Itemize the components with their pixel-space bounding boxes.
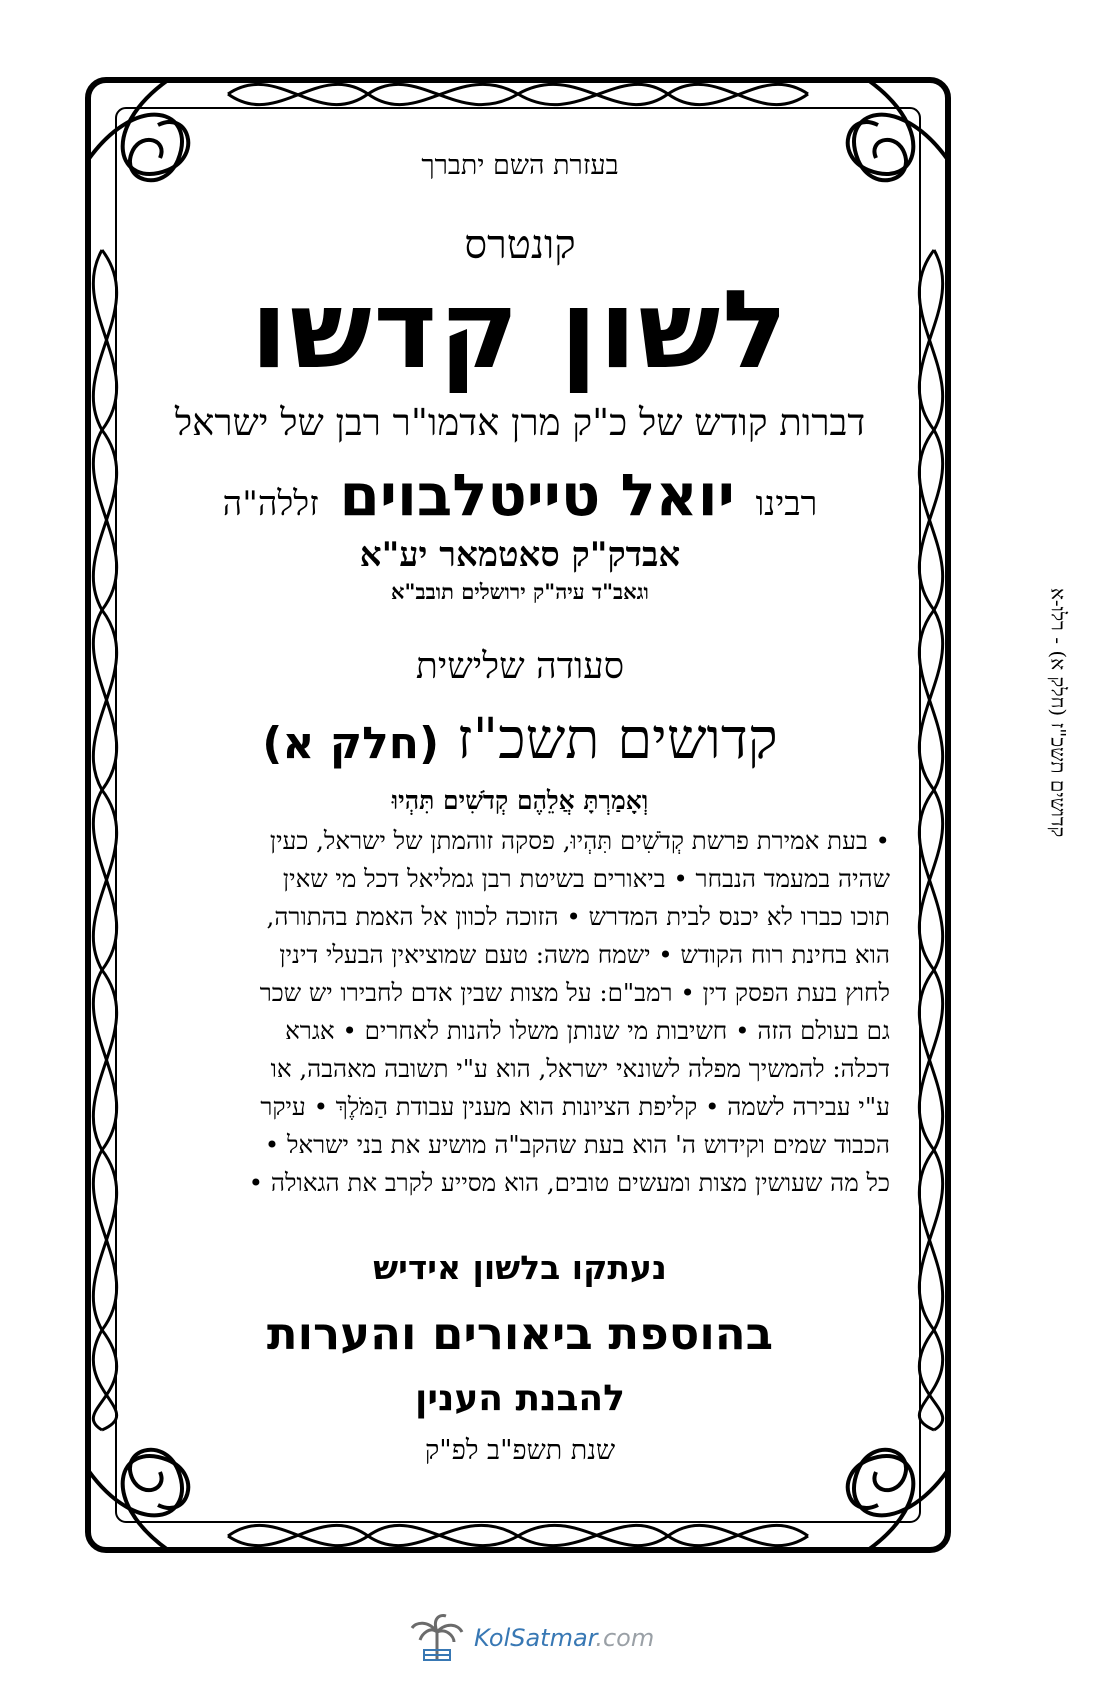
bottom-side-flourishes [228, 1525, 808, 1545]
title-page-content [150, 140, 890, 1466]
summary-paragraph [150, 822, 890, 1202]
gaavad-line: וגאב"ד עיה"ק ירושלים תובב"א [391, 579, 649, 605]
translated-line: נעתקו בלשון אידיש [373, 1248, 667, 1288]
summary-line: ע"י עבירה לשמה • קליפת הציונות הוא מענין עבודת הַמֹּלֶךְ • עיקר [260, 1092, 890, 1122]
footer-brand[interactable] [410, 1612, 710, 1662]
side-caption: קדושים תשכ"ז (חלק א) - רלו-א [1046, 587, 1071, 838]
kuntres-label: קונטרס [464, 222, 576, 268]
additions-line: בהוספת ביאורים והערות [266, 1307, 774, 1361]
brand-link[interactable] [474, 1624, 654, 1652]
parsha-title [150, 707, 890, 772]
summary-line: תוכו כברו לא יכנס לבית המדרש • הזוכה לכוון אל האמת בהתורה, [266, 902, 890, 932]
year-line: שנת תשפ"ב לפ"ק [424, 1435, 616, 1467]
summary-line: הוא בחינת רוח הקודש • ישמח משה: טעם שמוציאין הבעלי דינין [279, 940, 890, 970]
ezras-hashem-line: בעזרת השם יתברך [421, 150, 619, 181]
brand-domain: .com [595, 1624, 655, 1652]
summary-line: שהיה במעמד הנבחר • ביאורים בשיטת רבן גמליאל דכל מי שאין [282, 864, 890, 894]
book-title: לשון קדשו [250, 268, 790, 393]
summary-line: גם בעולם הזה • חשיבות מי שנותן משלו להנות לאחרים • אגרא [285, 1016, 890, 1046]
summary-line: דכלה: להמשיך מפלה לשונאי ישראל, הוא ע"י תשובה מאהבה, או [270, 1054, 890, 1084]
author-suffix: זללה"ה [222, 484, 319, 525]
author-line [150, 461, 890, 529]
understanding-line: להבנת הענין [415, 1378, 625, 1420]
summary-line: לחוץ בעת הפסק דין • רמב"ם: על מצות שבין אדם לחבירו יש שכר [259, 978, 890, 1008]
summary-line: • בעת אמירת פרשת קְדֹשִׁים תִּהְיוּ, פסקה זוהמתן של ישראל, כעין [269, 826, 890, 856]
left-side-flourishes [93, 250, 116, 1430]
top-side-flourishes [228, 84, 808, 104]
brand-name: KolSatmar [474, 1624, 596, 1652]
parsha-name: קדושים תשכ"ז [456, 707, 778, 773]
divrei-kodesh-line: דברות קודש של כ"ק מרן אדמו"ר רבן של ישראל [174, 401, 866, 445]
author-prefix: רבינו [755, 484, 818, 525]
right-side-flourishes [919, 250, 942, 1430]
av-beis-din-line: אבדק"ק סאטמאר יע"א [359, 535, 681, 576]
palm-tree-icon [410, 1612, 464, 1662]
chelek-label: (חלק א) [262, 718, 440, 770]
verse-heading: וְאָמַרְתָּ אֲלֵהֶם קְדֹשִׁים תִּהְיוּ [391, 786, 649, 816]
summary-line: כל מה שעושין מצות ומעשים טובים, הוא מסייע לקרב את הגאולה • [248, 1168, 890, 1198]
summary-line: הכבוד שמים וקידוש ה' הוא בעת שהקב"ה מושיע את בני ישראל • [264, 1130, 890, 1160]
seuda-label: סעודה שלישית [415, 646, 625, 688]
author-name: יואל טייטלבוים [339, 461, 735, 530]
